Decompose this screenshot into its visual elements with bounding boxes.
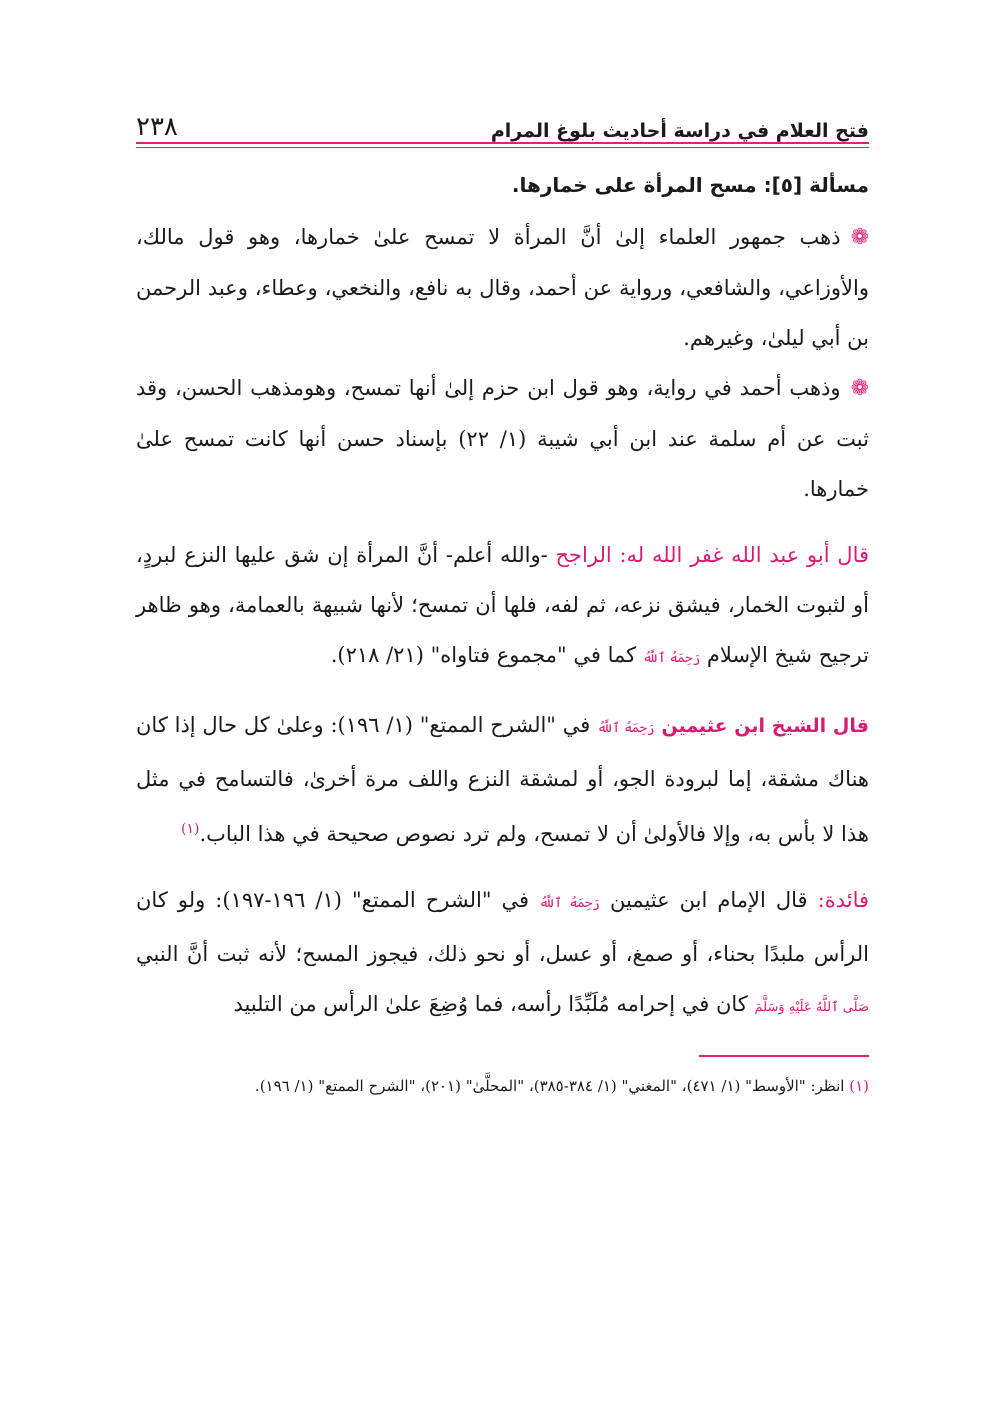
paragraph-text: وذهب أحمد في رواية، وهو قول ابن حزم إلىٰ أنها تمسح، وهومذهب الحسن، وقد ثبت عن أم سلمة عند ابن أبي شيبة (١/ ٢٢) بإسناد حسن أنها كانت تمسح علىٰ خمارها.	[136, 376, 869, 501]
flower-ornament-icon: ❁	[850, 376, 869, 401]
quoted-speaker: قال الشيخ ابن عثيمين	[661, 715, 869, 737]
paragraph-benefit	[136, 875, 869, 1033]
section-label: مسألة [٥]:	[763, 173, 869, 197]
book-title: فتح العلام في دراسة أحاديث بلوغ المرام	[490, 120, 869, 142]
section-heading	[136, 170, 869, 200]
benefit-label: فائدة:	[817, 888, 870, 912]
footnote-text: انظر: "الأوسط" (١/ ٤٧١)، "المغني" (١/ ٣٨٤-٣٨٥)، "المحلَّىٰ" (٢٠١)، "الشرح الممتع" (١/ ١٩٦).	[254, 1077, 850, 1095]
paragraph-text-tail: كما في "مجموع فتاواه" (٢١/ ٢١٨).	[330, 643, 643, 667]
footnote	[136, 1071, 869, 1101]
paragraph-text: ذهب جمهور العلماء إلىٰ أنَّ المرأة لا تمسح علىٰ خمارها، وهو قول مالك، والأوزاعي، والشافعي، ورواية عن أحمد، وقال به نافع، والنخعي، وعطاء، وعبد الرحمن بن أبي ليلىٰ، وغيرهم.	[136, 225, 869, 350]
paragraph-author-opinion	[136, 530, 869, 684]
flower-ornament-icon: ❁	[850, 225, 869, 250]
paragraph-uthaymin-quote	[136, 700, 869, 859]
honorific-glyph: رَحِمَهُ ٱللَّهُ	[539, 896, 600, 911]
paragraph-second-view	[136, 363, 869, 514]
document-page	[136, 96, 869, 1101]
header-rule-thin	[136, 147, 869, 148]
page-number: ٢٣٨	[136, 112, 178, 142]
honorific-glyph: رَحِمَهُ ٱللَّهُ	[597, 721, 655, 736]
footnote-mark: (١)	[849, 1077, 869, 1095]
footnote-separator	[699, 1055, 869, 1057]
header-rule	[136, 142, 869, 144]
footnote-reference[interactable]: (١)	[181, 821, 200, 837]
paragraph-text: -والله أعلم- أنَّ المرأة إن شق عليها النزع لبردٍ، أو لثبوت الخمار، فيشق نزعه، ثم لفه، فلها أن تمسح؛ لأنها شبيهة بالعمامة، وهو ظاهر ترجيح شيخ الإسلام	[136, 543, 869, 667]
author-speaker: قال أبو عبد الله غفر الله له: الراجح	[555, 543, 870, 567]
section-title: مسح المرأة على خمارها.	[511, 173, 757, 197]
paragraph-text: في "الشرح الممتع" (١/ ١٩٦): وعلىٰ كل حال إذا كان هناك مشقة، إما لبرودة الجو، أو لمشقة النزع واللف مرة أخرىٰ، فالتسامح في مثل هذا لا بأس به، وإلا فالأولىٰ أن لا تمسح، ولم ترد نصوص صحيحة في هذا الباب.	[136, 713, 869, 846]
paragraph-majority-view	[136, 212, 869, 363]
honorific-glyph: رَحِمَهُ ٱللَّهُ	[642, 651, 701, 666]
running-header	[136, 96, 869, 142]
salawat-glyph: صَلَّى ٱللَّهُ عَلَيْهِ وَسَلَّمَ	[754, 1000, 869, 1015]
paragraph-text: في "الشرح الممتع" (١/ ١٩٦-١٩٧): ولو كان الرأس ملبدًا بحناء، أو صمغ، أو عسل، أو نحو ذلك، فيجوز المسح؛ لأنه ثبت أنَّ النبي	[136, 888, 869, 966]
paragraph-text: قال الإمام ابن عثيمين	[599, 888, 818, 912]
paragraph-text: كان في إحرامه مُلَبِّدًا رأسه، فما وُضِعَ علىٰ الرأس من التلبيد	[233, 992, 755, 1016]
